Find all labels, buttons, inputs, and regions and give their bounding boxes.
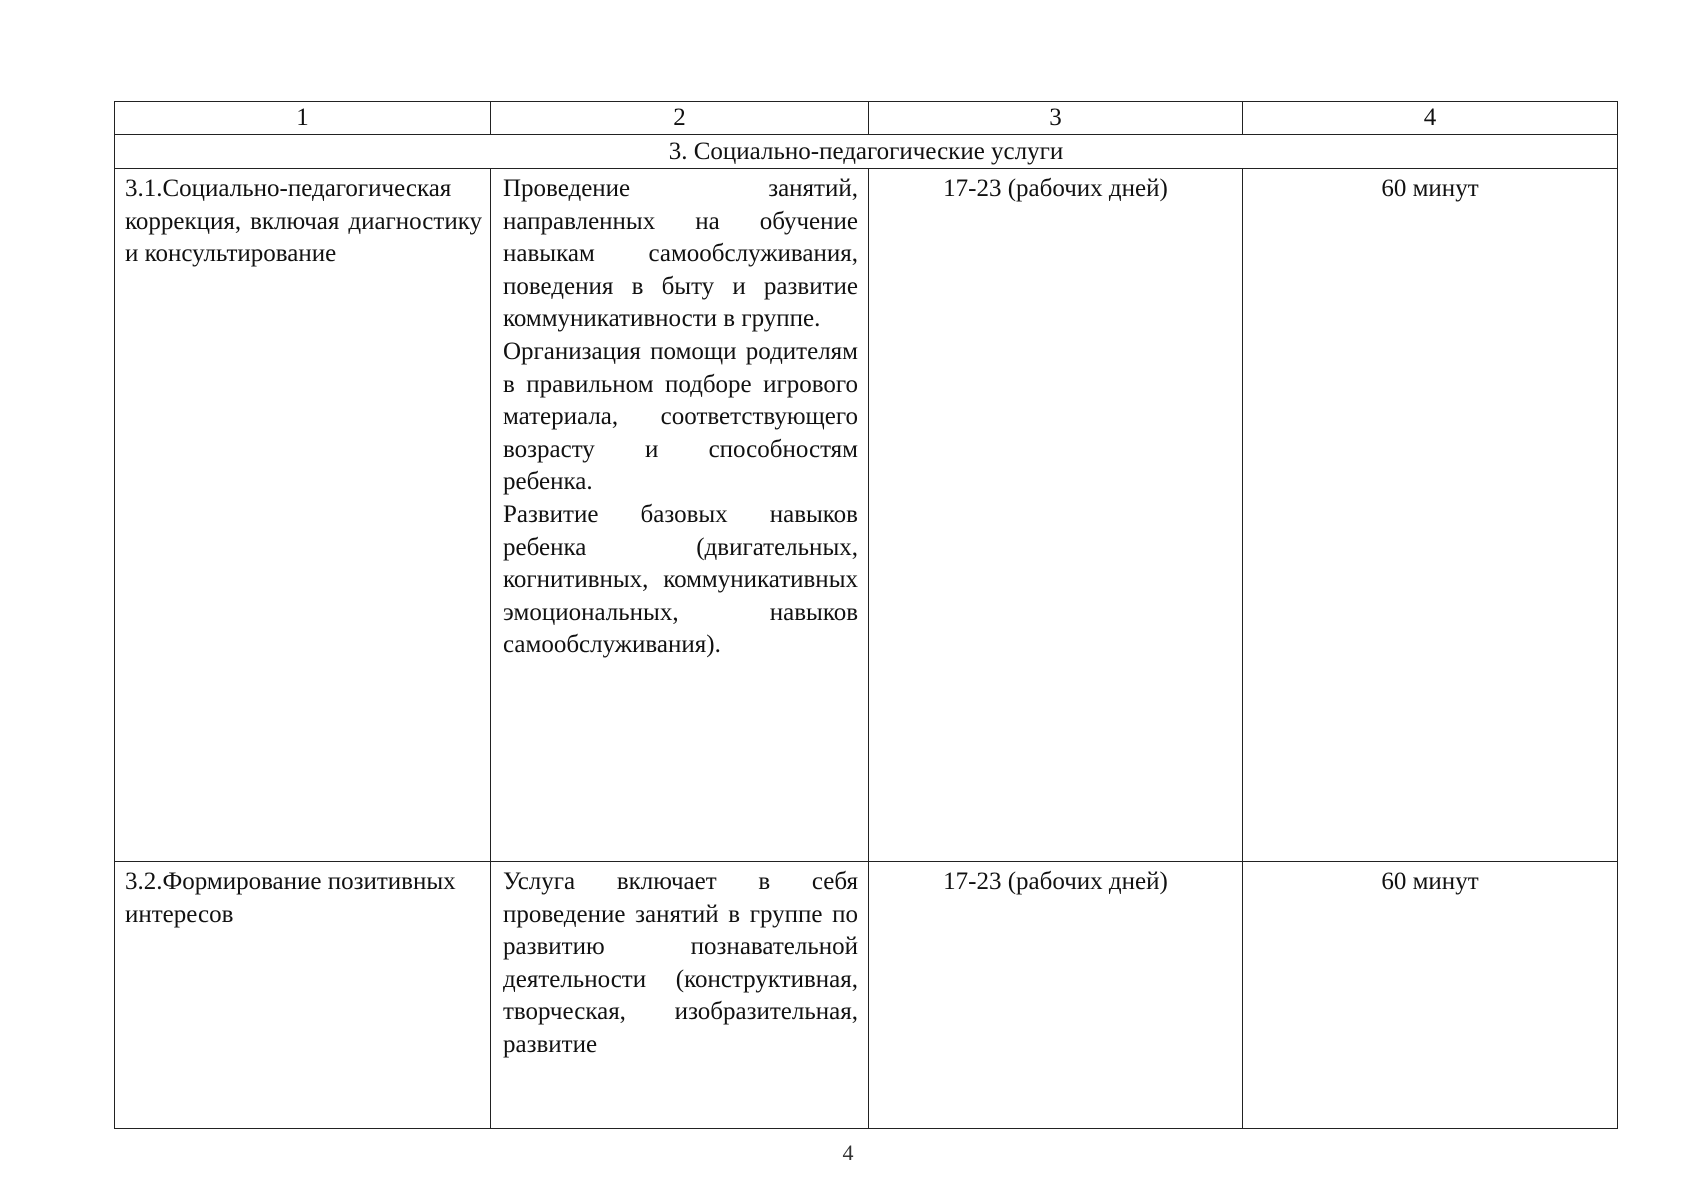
table-row bbox=[115, 169, 1618, 862]
service-name-text: 3.1.Социально-педагогическая коррекция, включая диагностику и консультирование bbox=[125, 175, 482, 268]
description-paragraph: Развитие базовых навыков ребенка (двигательных, когнитивных, коммуникативных эмоциональных, навыков самообслуживания). bbox=[503, 500, 858, 659]
service-duration: 60 минут bbox=[1243, 862, 1618, 1129]
service-name bbox=[115, 862, 491, 1129]
description-paragraph: Проведение занятий, направленных на обучение навыкам самообслуживания, поведения в быту и развитие коммуникативности в группе. bbox=[503, 175, 858, 333]
description-paragraph: Услуга включает в себя проведение занятий в группе по развитию познавательной деятельности (конструктивная, творческая, изобразительная, развитие bbox=[503, 868, 858, 1058]
service-name-text: 3.2.Формирование позитивных интересов bbox=[125, 868, 456, 928]
column-number-2: 2 bbox=[491, 102, 869, 135]
services-table bbox=[114, 101, 1618, 1129]
description-paragraph: Организация помощи родителям в правильном подборе игрового материала, соответствующего возрасту и способностям ребенка. bbox=[503, 337, 858, 496]
service-period: 17-23 (рабочих дней) bbox=[869, 169, 1243, 862]
column-number-1: 1 bbox=[115, 102, 491, 135]
service-description bbox=[491, 862, 869, 1129]
table-row bbox=[115, 862, 1618, 1129]
page-number: 4 bbox=[842, 1140, 854, 1165]
section-row bbox=[115, 135, 1618, 169]
section-title: 3. Социально-педагогические услуги bbox=[115, 135, 1618, 169]
column-number-3: 3 bbox=[869, 102, 1243, 135]
service-duration: 60 минут bbox=[1243, 169, 1618, 862]
column-number-row bbox=[115, 102, 1618, 135]
service-name bbox=[115, 169, 491, 862]
service-period: 17-23 (рабочих дней) bbox=[869, 862, 1243, 1129]
service-description bbox=[491, 169, 869, 862]
column-number-4: 4 bbox=[1243, 102, 1618, 135]
